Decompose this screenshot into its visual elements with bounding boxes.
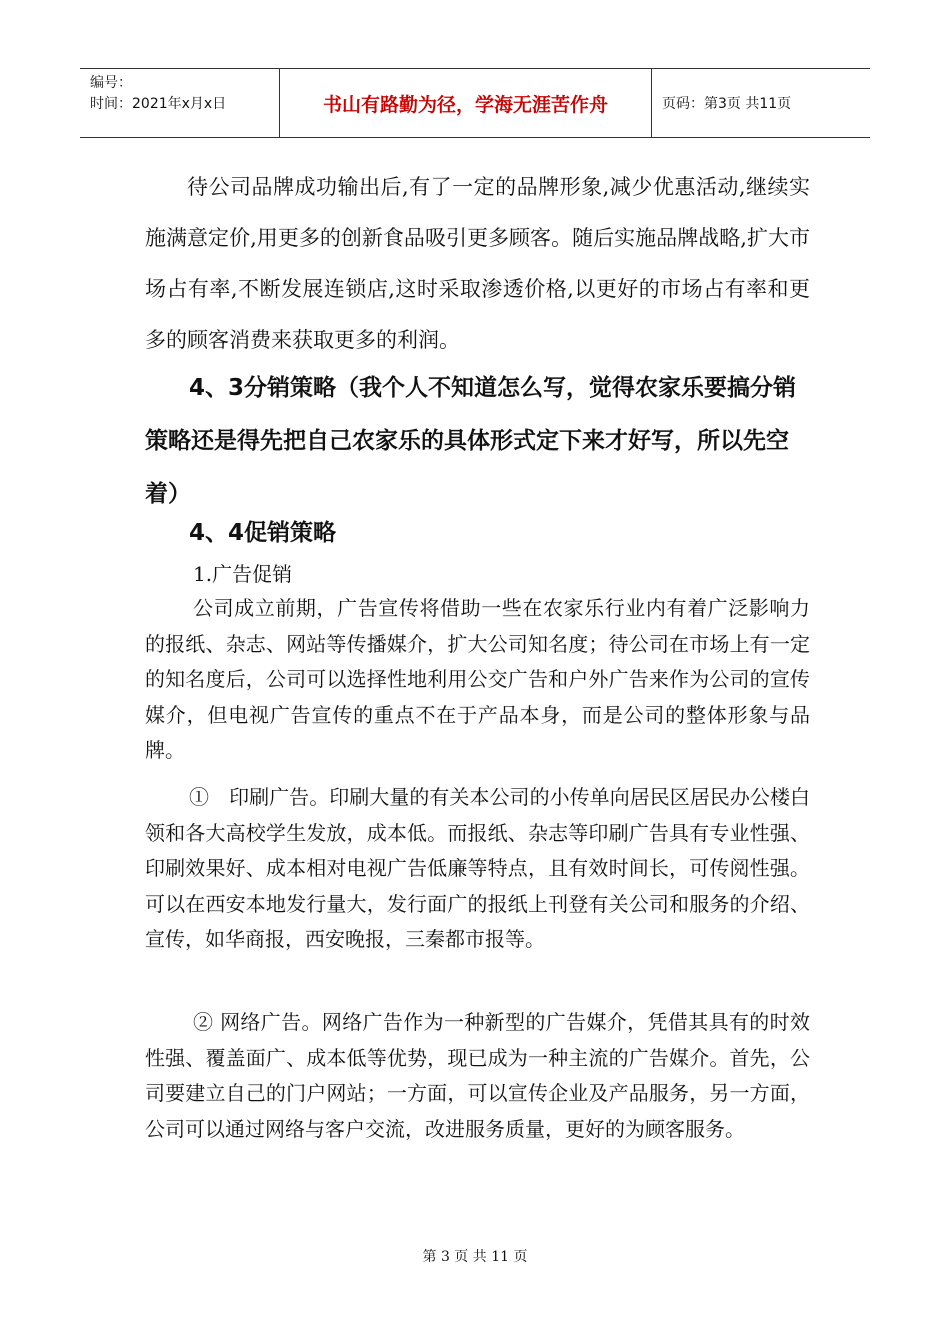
date-label: 时间：2021年x月x日 xyxy=(90,96,227,112)
paragraph-online-ads: ② 网络广告。网络广告作为一种新型的广告媒介，凭借其具有的时效性强、覆盖面广、成本低等优势，现已成为一种主流的广告媒介。首先，公司要建立自己的门户网站；一方面，可以宣传企业及产品服务，另一方面，公司可以通过网络与客户交流，改进服务质量，更好的为顾客服务。 xyxy=(145,1010,810,1141)
header-meta xyxy=(80,69,280,137)
header-motto: 书山有路勤为径，学海无涯苦作舟 xyxy=(280,69,652,137)
paragraph-print-ads: ① 印刷广告。印刷大量的有关本公司的小传单向居民区居民办公楼白领和各大高校学生发放，成本低。而报纸、杂志等印刷广告具有专业性强、印刷效果好、成本相对电视广告低廉等特点，且有效时间长，可传阅性强。可以在西安本地发行量大，发行面广的报纸上刊登有关公司和服务的介绍、宣传，如华商报，西安晚报，三秦都市报等。 xyxy=(145,785,810,952)
heading-promotion-strategy: 4、4促销策略 xyxy=(189,520,337,546)
paragraph-pricing: 待公司品牌成功输出后,有了一定的品牌形象,减少优惠活动,继续实施满意定价,用更多的创新食品吸引更多顾客。随后实施品牌战略,扩大市场占有率,不断发展连锁店,这时采取渗透价格,以更好的市场占有率和更多的顾客消费来获取更多的利润。 xyxy=(145,175,810,352)
paragraph-ad-overview: 公司成立前期，广告宣传将借助一些在农家乐行业内有着广泛影响力的报纸、杂志、网站等传播媒介，扩大公司知名度；待公司在市场上有一定的知名度后，公司可以选择性地利用公交广告和户外广告来作为公司的宣传媒介，但电视广告宣传的重点不在于产品本身，而是公司的整体形象与品牌。 xyxy=(145,596,810,763)
header-page-info: 页码：第3页 共11页 xyxy=(662,96,792,112)
heading-distribution-strategy: 4、3分销策略（我个人不知道怎么写，觉得农家乐要搞分销策略还是得先把自己农家乐的具体形式定下来才好写，所以先空着） xyxy=(145,375,797,507)
page-header xyxy=(80,68,870,138)
page-footer: 第 3 页 共 11 页 xyxy=(422,1249,528,1265)
subheading-ad-promotion: 1.广告促销 xyxy=(193,562,293,586)
serial-label: 编号： xyxy=(90,75,132,91)
